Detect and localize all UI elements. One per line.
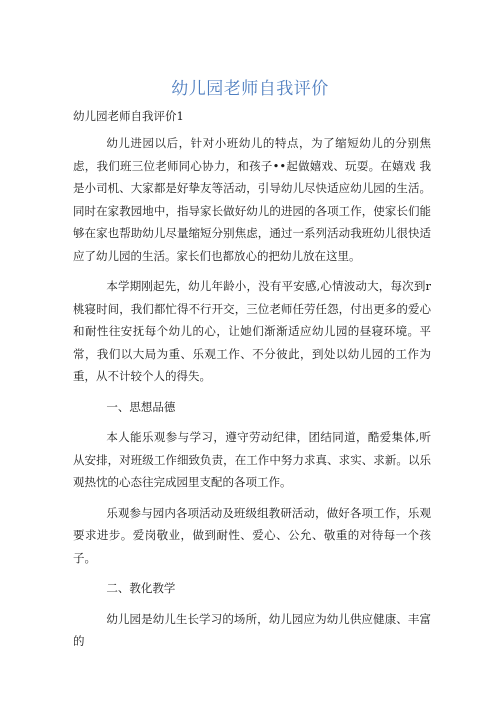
paragraph-activities: 乐观参与园内各项活动及班级组教研活动，做好各项工作，乐观要求进步。爱岗敬业，做到耐性、爱心、公允、敬重的对待每一个孩子。 bbox=[73, 505, 431, 565]
document-subtitle: 幼儿园老师自我评价1 bbox=[73, 109, 184, 123]
section-heading-teaching: 二、教化教学 bbox=[106, 581, 176, 595]
paragraph-teaching: 幼儿园是幼儿生长学习的场所，幼儿园应为幼儿供应健康、丰富的 bbox=[73, 611, 431, 648]
paragraph-adaptation: 幼儿进园以后，针对小班幼儿的特点，为了缩短幼儿的分别焦虑，我们班三位老师同心协力，和孩子••起做嬉戏、玩耍。在嬉戏 我是小司机、大家都是好挚友等活动，引导幼儿尽快适应幼儿园的生活。同时在家教园地中，指导家长做好幼儿的进园的各项工作，使家长们能够在家也帮助幼儿尽量缩短分别焦虑，通过一系列活动我班幼儿很快适应了幼儿园的生活。家长们也都放心的把幼儿放在这里。 bbox=[73, 136, 431, 263]
paragraph-ethics: 本人能乐观参与学习，遵守劳动纪律，团结同道，酷爱集体,听从安排，对班级工作细致负责，在工作中努力求真、求实、求新。以乐观热忱的心态往完成园里支配的各项工作。 bbox=[73, 430, 431, 489]
document-body bbox=[73, 132, 431, 661]
section-heading-ethics: 一、思想品德 bbox=[106, 399, 176, 414]
paragraph-nap-time: 本学期刚起先，幼儿年龄小，没有平安感,心情波动大，每次到r桃寝时间，我们都忙得不行开交，三位老师任劳任怨，付出更多的爱心和耐性往安抚每个幼儿的心，让她们渐渐适应幼儿园的昼寝环境。平常，我们以大局为重、乐观工作、不分彼此，到处以幼儿园的工作为重，从不计较个人的得失。 bbox=[73, 279, 431, 383]
document-title: 幼儿园老师自我评价 bbox=[171, 79, 329, 99]
